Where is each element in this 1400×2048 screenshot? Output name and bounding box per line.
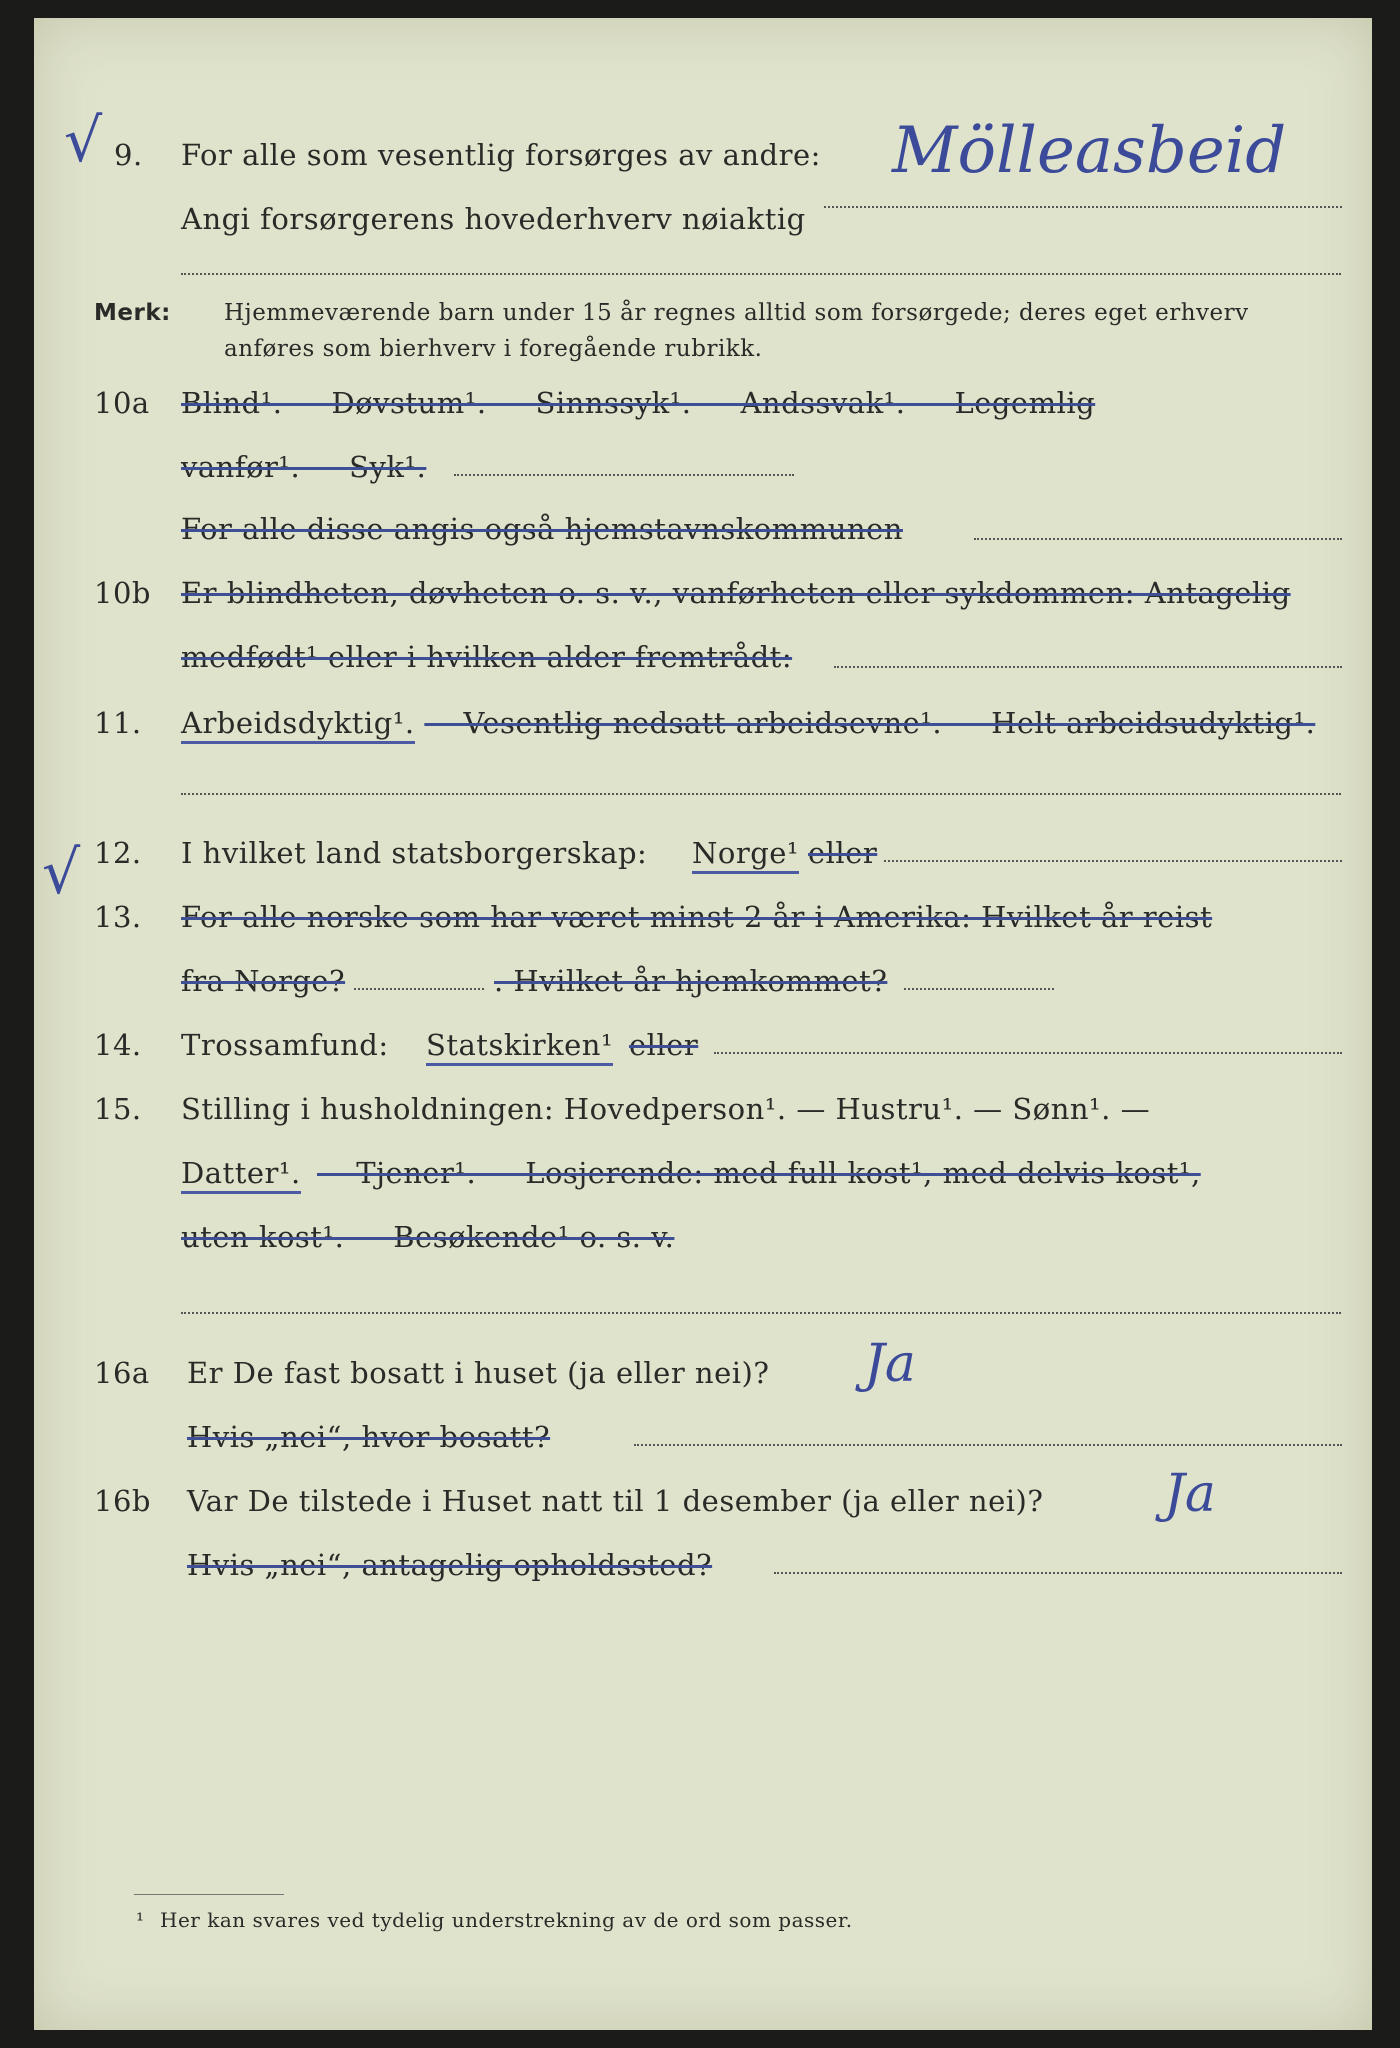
q14-number: 14. (94, 1028, 142, 1062)
q13-year-line-2 (904, 988, 1054, 990)
q16b-followup: Hvis „nei“, antagelig opholdssted? (187, 1548, 713, 1582)
q15-line2 (34, 1156, 1372, 1196)
q10a-answer-line (454, 474, 794, 476)
q12-answer-underlined: Norge¹ (692, 836, 799, 874)
q16a-question: Er De fast bosatt i huset (ja eller nei)? (187, 1356, 770, 1390)
q9-text: For alle som vesentlig forsørges av andre: (181, 138, 821, 172)
q16b-followup-line (34, 1548, 1372, 1588)
merk-line2 (34, 336, 1372, 376)
q16a-answer-handwritten: Ja (864, 1334, 916, 1394)
merk-label: Merk: (94, 300, 171, 326)
q12-line (34, 836, 1372, 876)
q11-answer-underlined: Arbeidsdyktig¹. (181, 706, 415, 744)
q14-answer-underlined: Statskirken¹ (426, 1028, 613, 1066)
q10a-kommune-line (974, 538, 1342, 540)
q9-answer-handwritten: Mölleasbeid (892, 114, 1287, 188)
q15-answer-underlined: Datter¹. (181, 1156, 301, 1194)
q16a-number: 16a (94, 1356, 150, 1390)
q13-line2 (34, 964, 1372, 1004)
q10a-text: Blind¹. — Døvstum¹. — Sinnssyk¹. — Andssvak¹. — Legemlig (181, 386, 1096, 420)
q16b-number: 16b (94, 1484, 151, 1518)
q10a-text-3: For alle disse angis også hjemstavnskommunen (181, 512, 903, 546)
q16b-answer-line (774, 1572, 1342, 1574)
q13-number: 13. (94, 900, 142, 934)
q10a-text-2: vanfør¹. — Syk¹. (181, 450, 427, 484)
q13-text-2b: . Hvilket år hjemkommet? (494, 964, 888, 998)
footnote-line (34, 1908, 1372, 1948)
q15-text-3: uten kost¹. — Besøkende¹ o. s. v. (181, 1220, 675, 1254)
q9-number: 9. (114, 138, 143, 172)
q14-answer-line (714, 1052, 1342, 1054)
q9-answer-line (824, 206, 1342, 208)
q16a-line (34, 1356, 1372, 1396)
q11-line (34, 706, 1372, 746)
q10b-text-2: medfødt¹ eller i hvilken alder fremtrådt: (181, 640, 793, 674)
q16b-answer-handwritten: Ja (1164, 1464, 1216, 1524)
q10a-line2 (34, 450, 1372, 490)
q13-text: For alle norske som har været minst 2 år i Amerika: Hvilket år reist (181, 900, 1213, 934)
q10a-number: 10a (94, 386, 150, 420)
census-form-page (34, 18, 1372, 2030)
q14-line (34, 1028, 1372, 1068)
q16b-question: Var De tilstede i Huset natt til 1 desember (ja eller nei)? (187, 1484, 1044, 1518)
q9-blank-line (181, 273, 1341, 275)
q12-number: 12. (94, 836, 142, 870)
q15-blank-line (181, 1312, 1341, 1314)
footnote-rule (134, 1894, 284, 1895)
q11-selected-option (181, 706, 1315, 740)
q13-text-2a: fra Norge? (181, 964, 346, 998)
q15-line3 (34, 1220, 1372, 1260)
q9-line2 (34, 202, 1372, 242)
q10b-number: 10b (94, 576, 151, 610)
q13-year-line-1 (354, 988, 484, 990)
q11-blank-line (181, 793, 1341, 795)
q10b-line1 (34, 576, 1372, 616)
q12-answer-line (884, 860, 1342, 862)
checkmark-12: √ (42, 838, 81, 908)
q15-text: Stilling i husholdningen: Hovedperson¹. — Hustru¹. — Sønn¹. — (181, 1092, 1151, 1126)
q12-question: I hvilket land statsborgerskap: (181, 836, 648, 870)
merk-line1 (34, 300, 1372, 340)
q11-number: 11. (94, 706, 142, 740)
q11-struck-options: — Vesentlig nedsatt arbeidsevne¹. — Helt arbeidsudyktig¹. (424, 706, 1316, 740)
q13-line1 (34, 900, 1372, 940)
q15-text-2: — Tjener¹. — Losjerende: med full kost¹, med delvis kost¹, (317, 1156, 1201, 1190)
q16a-followup: Hvis „nei“, hvor bosatt? (187, 1420, 551, 1454)
q10a-line1 (34, 386, 1372, 426)
checkmark-9: √ (64, 106, 103, 176)
q10b-text: Er blindheten, døvheten o. s. v., vanførheten eller sykdommen: Antagelig (181, 576, 1291, 610)
q9-text-2: Angi forsørgerens hovederhverv nøiaktig (181, 202, 806, 236)
q10a-line3 (34, 512, 1372, 552)
q14-question: Trossamfund: (181, 1028, 389, 1062)
q12-eller: eller (808, 836, 878, 870)
q10b-answer-line (834, 666, 1342, 668)
merk-text: Hjemmeværende barn under 15 år regnes alltid som forsørgede; deres eget erhverv (224, 300, 1249, 326)
footnote-text: Her kan svares ved tydelig understrekning av de ord som passer. (160, 1908, 853, 1932)
q16a-answer-line (634, 1444, 1342, 1446)
q16a-followup-line (34, 1420, 1372, 1460)
q10b-line2 (34, 640, 1372, 680)
q15-line1 (34, 1092, 1372, 1132)
q15-number: 15. (94, 1092, 142, 1126)
footnote-mark: ¹ (136, 1908, 145, 1932)
q14-eller: eller (629, 1028, 699, 1062)
merk-text-2: anføres som bierhverv i foregående rubrikk. (224, 336, 763, 362)
